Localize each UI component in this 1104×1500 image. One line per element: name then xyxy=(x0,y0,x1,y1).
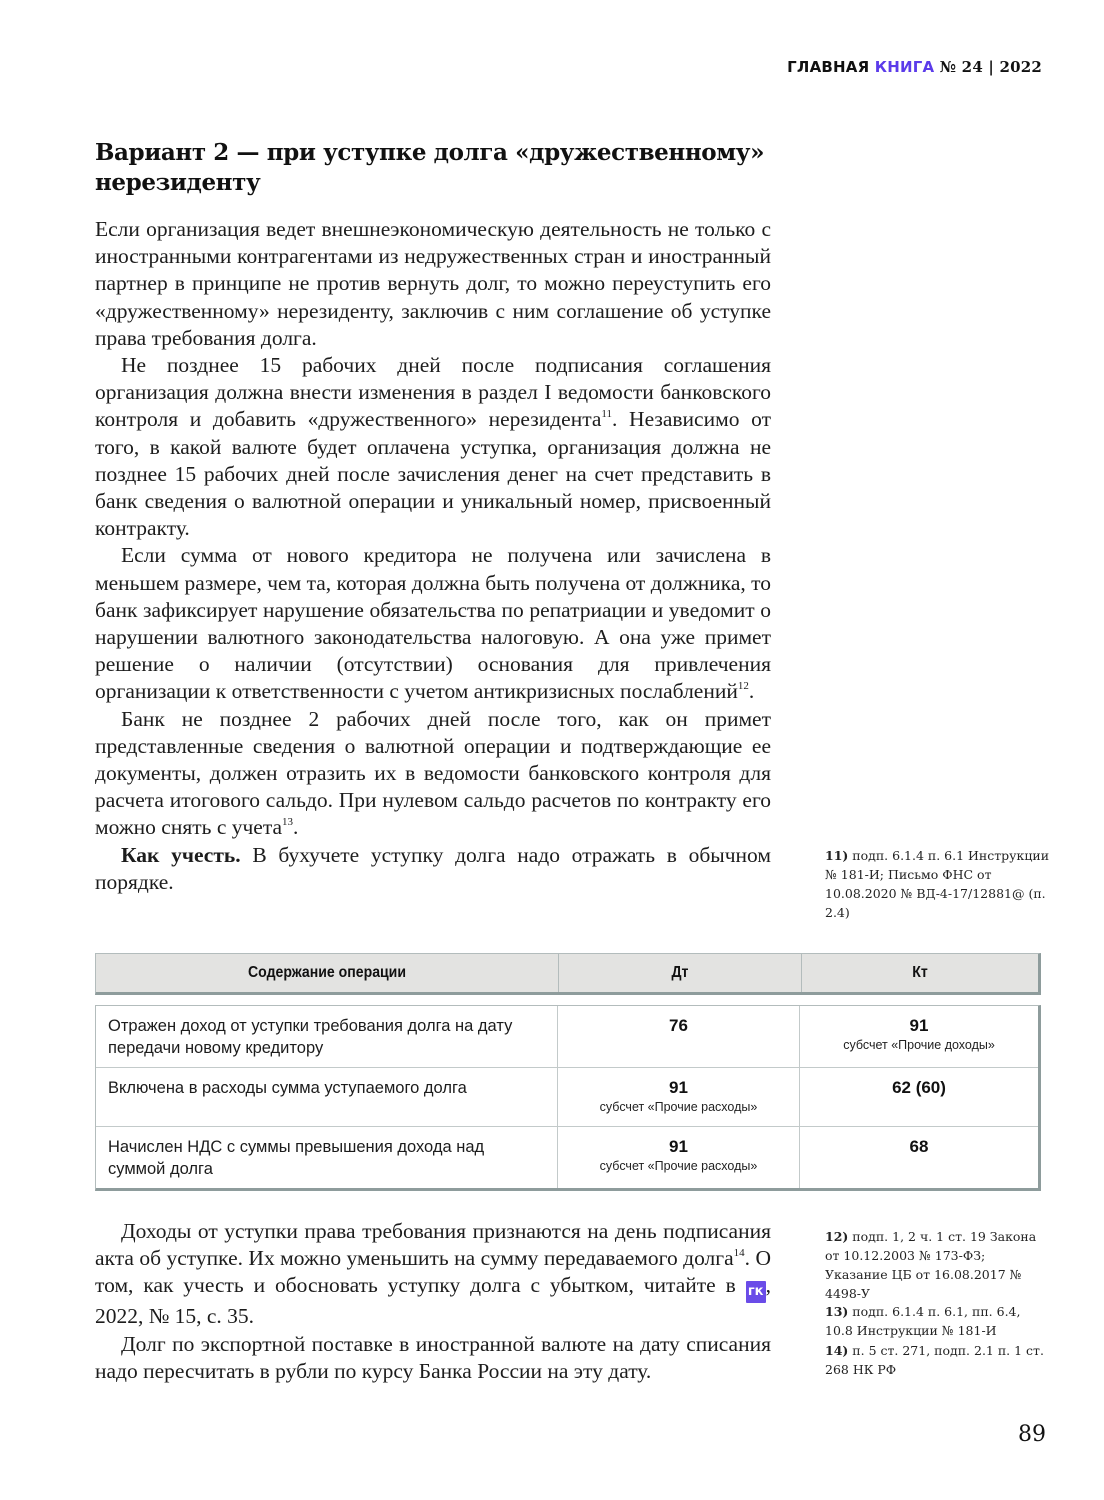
paragraph-text: Доходы от уступки права требования признаются на день подписания акта об уступке. Их можно уменьшить на сумму передаваемого долга xyxy=(95,1219,771,1271)
debit-account: 91 xyxy=(669,1078,688,1097)
paragraph-text: . Независимо от того, в какой валюте будет оплачена уступка, организация должна не позднее 15 рабочих дней после зачисления денег на счет представить в банк сведения о валютной операции и уникальный номер, присвоенный контракту. xyxy=(95,407,771,541)
footnote-ref[interactable]: 11 xyxy=(601,408,612,421)
footnote-number: 11) xyxy=(825,848,849,863)
paragraph-text: Не позднее 15 рабочих дней после подписания соглашения организация должна внести изменения в раздел I ведомости банковского контроля и добавить «дружественного» нерезидента xyxy=(95,353,771,432)
credit-subaccount: субсчет «Прочие доходы» xyxy=(843,1038,995,1052)
footnote-text: подп. 6.1.4 п. 6.1, пп. 6.4, 10.8 Инструкции № 181-И xyxy=(825,1304,1021,1338)
debit-cell xyxy=(558,1068,800,1126)
paragraph-text: Банк не позднее 2 рабочих дней после того, как он примет представленные сведения о валютной операции и подтверждающие ее документы, должен отразить их в ведомости банковского контроля для расчета итогового сальдо. При нулевом сальдо расчетов по контракту его можно снять с учета xyxy=(95,706,771,840)
footnote-13 xyxy=(825,1302,1050,1340)
paragraph: Если организация ведет внешнеэкономическую деятельность не только с иностранными контрагентами из недружественных стран и иностранный партнер в принципе не против вернуть долг, то можно переуступить его «дружественному» нерезиденту, заключив с ним соглашение об уступке права требования долга. xyxy=(95,217,771,350)
footnote-ref[interactable]: 12 xyxy=(737,680,749,693)
footnote-text: подп. 6.1.4 п. 6.1 Инструкции № 181-И; Письмо ФНС от 10.08.2020 № ВД-4-17/12881@ (п. 2.4) xyxy=(825,848,1050,920)
debit-subaccount: субсчет «Прочие расходы» xyxy=(599,1159,758,1173)
header-debit: Дт xyxy=(671,964,689,981)
footnote-number: 12) xyxy=(825,1229,849,1244)
debit-cell xyxy=(558,1127,800,1188)
header-credit: Кт xyxy=(912,964,928,981)
table-row xyxy=(96,1006,1038,1067)
table-row xyxy=(96,1126,1038,1188)
paragraph-text: , 2022, № 15, с. 35. xyxy=(95,1273,771,1329)
operation-cell: Начислен НДС с суммы превышения дохода над суммой долга xyxy=(96,1127,558,1188)
header-operation: Содержание операции xyxy=(248,964,406,981)
credit-account: 68 xyxy=(909,1137,929,1156)
column-divider xyxy=(801,954,802,992)
accounting-entries-table xyxy=(95,953,1041,1191)
credit-cell xyxy=(800,1068,1038,1126)
footnote-text: подп. 1, 2 ч. 1 ст. 19 Закона от 10.12.2003 № 173-ФЗ; Указание ЦБ от 16.08.2017 № 4498-У xyxy=(825,1229,1037,1301)
paragraph xyxy=(95,352,771,542)
footnote-ref[interactable]: 13 xyxy=(282,816,294,829)
section-title: Вариант 2 — при уступке долга «дружественному» нерезиденту xyxy=(95,139,765,196)
operation-cell: Отражен доход от уступки требования долга на дату передачи новому кредитору xyxy=(96,1006,558,1067)
magazine-name: ГЛАВНАЯ xyxy=(787,58,870,76)
footnote-12 xyxy=(825,1227,1050,1303)
magazine-name-accent: КНИГА xyxy=(874,58,935,76)
credit-account: 62 (60) xyxy=(892,1078,946,1097)
debit-subaccount: субсчет «Прочие расходы» xyxy=(599,1100,758,1114)
paragraph: Долг по экспортной поставке в иностранной валюте на дату списания надо пересчитать в рубли по курсу Банка России на эту дату. xyxy=(95,1331,771,1383)
footnote-text: п. 5 ст. 271, подп. 2.1 п. 1 ст. 268 НК РФ xyxy=(825,1343,1044,1377)
debit-cell xyxy=(558,1006,800,1067)
operation-cell: Включена в расходы сумма уступаемого долга xyxy=(96,1068,558,1126)
paragraph xyxy=(95,1218,771,1331)
footnote-14 xyxy=(825,1341,1050,1379)
table-body xyxy=(95,1005,1041,1191)
table-row xyxy=(96,1067,1038,1126)
paragraph xyxy=(95,706,771,842)
glavnaya-kniga-logo-icon[interactable]: гк xyxy=(746,1281,766,1303)
issue-number: № 24 | 2022 xyxy=(939,58,1042,76)
debit-account: 91 xyxy=(669,1137,688,1156)
page-number: 89 xyxy=(1018,1422,1046,1447)
footnote-ref[interactable]: 14 xyxy=(733,1247,745,1260)
body-text-bottom xyxy=(95,1218,771,1385)
credit-account: 91 xyxy=(909,1016,929,1035)
footnote-number: 13) xyxy=(825,1304,849,1319)
credit-cell xyxy=(800,1127,1038,1188)
body-text-top xyxy=(95,216,771,896)
credit-cell xyxy=(800,1006,1038,1067)
column-divider xyxy=(558,954,559,992)
paragraph-text: . xyxy=(293,815,299,840)
debit-account: 76 xyxy=(669,1016,688,1035)
paragraph-text: Если сумма от нового кредитора не получена или зачислена в меньшем размере, чем та, которая должна быть получена от должника, то банк зафиксирует нарушение обязательства по репатриации и уведомит о нарушении валютного законодательства налоговую. А она уже примет решение о наличии (отсутствии) основания для привлечения организации к ответственности с учетом антикризисных послаблений xyxy=(95,543,771,704)
lead-in-bold: Как учесть. xyxy=(121,842,241,867)
paragraph xyxy=(95,842,771,896)
footnote-number: 14) xyxy=(825,1343,849,1358)
table-header xyxy=(95,953,1041,995)
paragraph-text: В бухучете уступку долга надо отражать в обычном порядке. xyxy=(95,842,771,894)
footnote-11 xyxy=(825,846,1050,922)
paragraph-text: . xyxy=(748,679,755,704)
paragraph-text: . О том, как учесть и обосновать уступку долга с убытком, читайте в xyxy=(95,1246,772,1298)
running-header xyxy=(787,58,1042,76)
paragraph xyxy=(95,542,771,705)
